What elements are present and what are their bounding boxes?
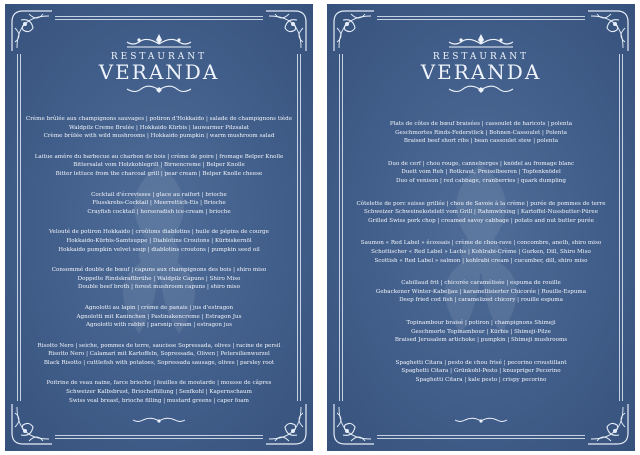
course-line-english: Spaghetti Citara | kale pesto | crispy pecorino bbox=[415, 376, 547, 383]
course-line-english: Swiss veal breast, brioche filling | mustard greens | caper foam bbox=[69, 397, 249, 404]
logo-name-text: VERANDA bbox=[420, 60, 542, 84]
crown-flourish-icon bbox=[117, 32, 201, 50]
course-line-german: Schweizer Schweinekotelett vom Grill | Rahmwirsing | Kartoffel-Nussbutter-Püree bbox=[363, 209, 599, 216]
course-line-english: Black Risotto | cuttlefish with potatoes, Sopressada sausage, olives | parsley root bbox=[43, 359, 275, 366]
course-line-german: Hokkaido-Kürbis-Samtsuppe | Diablotins Croutons | Kürbiskernöl bbox=[66, 237, 252, 244]
menu-course bbox=[5, 342, 313, 368]
course-line-german: Duett vom Reh | Rotkraut, Preiselbeeren | Topfenknödel bbox=[401, 169, 561, 176]
menu-course bbox=[327, 160, 635, 186]
course-line-german: Flusskrebs-Cocktail | Meerrettich-Eis | Brioche bbox=[92, 200, 226, 207]
frame-border bbox=[55, 19, 263, 20]
logo-restaurant-text: RESTAURANT bbox=[110, 52, 208, 62]
menu-course bbox=[327, 239, 635, 265]
crown-flourish-icon bbox=[439, 32, 523, 50]
menu-list-left bbox=[5, 115, 313, 417]
corner-ornament-icon bbox=[331, 401, 377, 447]
course-line-german: Doppelte Rindskraftbrühe | Waldpilz Capuns | Shiro Miso bbox=[77, 275, 241, 282]
menu-course bbox=[5, 115, 313, 141]
frame-border bbox=[377, 19, 585, 20]
menu-course bbox=[5, 266, 313, 292]
course-line-english: Braised beef short ribs | bean cassoulet stew | polenta bbox=[403, 138, 559, 145]
course-line-english: Duo of venison | red cabbage, cranberries | quark dumpling bbox=[396, 177, 566, 184]
course-line-french: Consommé double de bœuf | capuns aux champignons des bois | shiro miso bbox=[51, 267, 267, 274]
course-line-english: Crème brûlée with wild mushrooms | Hokkaido pumpkin | warm mushroom salad bbox=[43, 133, 275, 140]
menu-course bbox=[327, 200, 635, 226]
course-line-english: Scottish « Red Label » salmon | kohlrabi cream | cucumber, dill, shiro miso bbox=[374, 257, 588, 264]
course-line-french: Saumon « Red Label » écossais | crème de chou-rave | concombre, aneth, shiro miso bbox=[360, 240, 602, 247]
course-line-german: Agnolotti mit Kaninchen | Pastinakencreme | Estragon Jus bbox=[76, 313, 242, 320]
menu-course bbox=[327, 359, 635, 385]
corner-ornament-icon bbox=[585, 401, 631, 447]
course-line-german: Spaghetti Citara | Grünkohl-Pesto | knuspriger Pecorino bbox=[401, 368, 561, 375]
course-line-german: Schweizer Kalbsbrust, Briochefüllung | Senfkohl | Kapernschaum bbox=[66, 389, 252, 396]
frame-border bbox=[55, 16, 263, 17]
menu-course bbox=[5, 191, 313, 217]
scroll-flourish-icon bbox=[441, 83, 521, 97]
course-line-french: Topinambour braisé | potiron | champignons Shimeji bbox=[406, 319, 556, 326]
menu-course bbox=[5, 153, 313, 179]
course-line-german: Bittersalat vom Holzkohlegrill | Birnencreme | Belper Knolle bbox=[73, 162, 245, 169]
course-line-german: Waldpilz Creme Brulée | Hokkaido Kürbis | lauwarmer Pilzsalat bbox=[68, 124, 250, 131]
frame-border bbox=[55, 435, 263, 436]
course-line-german: Geschmortes Rinds-Federstück | Bohnen-Cassoulet | Polenta bbox=[395, 129, 567, 136]
course-line-german: Risotto Nero | Calamari mit Kartoffeln, Sopressada, Oliven | Petersilienwurzel bbox=[48, 351, 270, 358]
course-line-french: Risotto Nero | seiche, pommes de terre, saucisse Sopressada, olives | racine de persil bbox=[37, 342, 281, 349]
menu-page-right bbox=[327, 4, 635, 451]
menu-course bbox=[327, 279, 635, 305]
course-line-french: Laitue amère du barbecue au charbon de bois | crème de poire | fromage Belper Knolle bbox=[34, 153, 284, 160]
frame-border bbox=[377, 435, 585, 436]
menu-course bbox=[327, 319, 635, 345]
course-line-english: Bitter lettuce from the charcoal grill | pear cream | Belper Knolle cheese bbox=[55, 170, 263, 177]
scroll-flourish-icon bbox=[119, 83, 199, 97]
course-line-french: Duo de cerf | chou rouge, canneberges | knödel au fromage blanc bbox=[387, 160, 575, 167]
course-line-english: Grilled Swiss pork chop | creamed savoy cabbage | potato and nut butter purée bbox=[368, 217, 594, 224]
menu-course bbox=[5, 379, 313, 405]
menu-course bbox=[327, 120, 635, 146]
course-line-french: Cocktail d'écrevisses | glace au raifort | brioche bbox=[91, 191, 227, 198]
course-line-french: Cabillaud frit | chicorée caramélisée | espuma de rouille bbox=[401, 280, 561, 287]
course-line-french: Poitrine de veau naine, farce brioche | feuilles de moutarde | mousse de câpres bbox=[46, 380, 272, 387]
course-line-french: Velouté de potiron Hokkaido | croûtons diablotins | huile de pépins de courge bbox=[49, 229, 269, 236]
course-line-english: Deep fried cod fish | caramelized chicory | rouille espuma bbox=[399, 297, 563, 304]
course-line-french: Côtelette de porc suisse grillée | chou de Savoie à la crème | purée de pommes de terre bbox=[356, 200, 606, 207]
course-line-english: Crayfish cocktail | horseradish ice-cream | brioche bbox=[87, 208, 231, 215]
course-line-english: Double beef broth | forest mushroom capuns | shiro miso bbox=[77, 284, 241, 291]
course-line-german: Schottischer « Red Label » Lachs | Kohlrabi-Crème | Gurken, Dill, Shiro Miso bbox=[371, 248, 591, 255]
bottom-flourish-icon bbox=[131, 416, 187, 426]
frame-border bbox=[377, 16, 585, 17]
restaurant-logo bbox=[5, 32, 313, 97]
course-line-english: Hokkaido pumpkin velvet soup | diablotins croutons | pumpkin seed oil bbox=[58, 246, 260, 253]
logo-name-text: VERANDA bbox=[98, 60, 220, 84]
course-line-french: Plats de côtes de bœuf braisées | cassoulet de haricots | polenta bbox=[389, 121, 573, 127]
menu-list-right bbox=[327, 120, 635, 398]
course-line-english: Agnolotti with rabbit | parsnip cream | estragon jus bbox=[85, 322, 233, 329]
course-line-french: Crème brûlée aux champignons sauvages | potiron d'Hokkaido | salade de champignons tiède bbox=[25, 116, 293, 122]
course-line-english: Braised Jerusalem artichoke | pumpkin | Shimeji mushrooms bbox=[394, 337, 568, 344]
course-line-german: Gebackener Winter-Kabeljau | karamellisierter Chicorée | Rouille-Espuma bbox=[375, 288, 587, 295]
menu-page-left bbox=[5, 4, 313, 451]
course-line-french: Spaghetti Citara | pesto de chou frisé | pecorino croustillant bbox=[395, 359, 567, 366]
restaurant-logo bbox=[327, 32, 635, 97]
frame-border bbox=[55, 438, 263, 439]
course-line-german: Geschmorte Topinambour | Kürbis | Shimeji-Pilze bbox=[411, 328, 551, 335]
menu-course bbox=[5, 304, 313, 330]
bottom-flourish-icon bbox=[453, 416, 509, 426]
frame-border bbox=[377, 438, 585, 439]
course-line-french: Agnolotti au lapin | crème de panais | jus d'estragon bbox=[84, 304, 234, 311]
menu-course bbox=[5, 228, 313, 254]
logo-restaurant-text: RESTAURANT bbox=[432, 52, 530, 62]
